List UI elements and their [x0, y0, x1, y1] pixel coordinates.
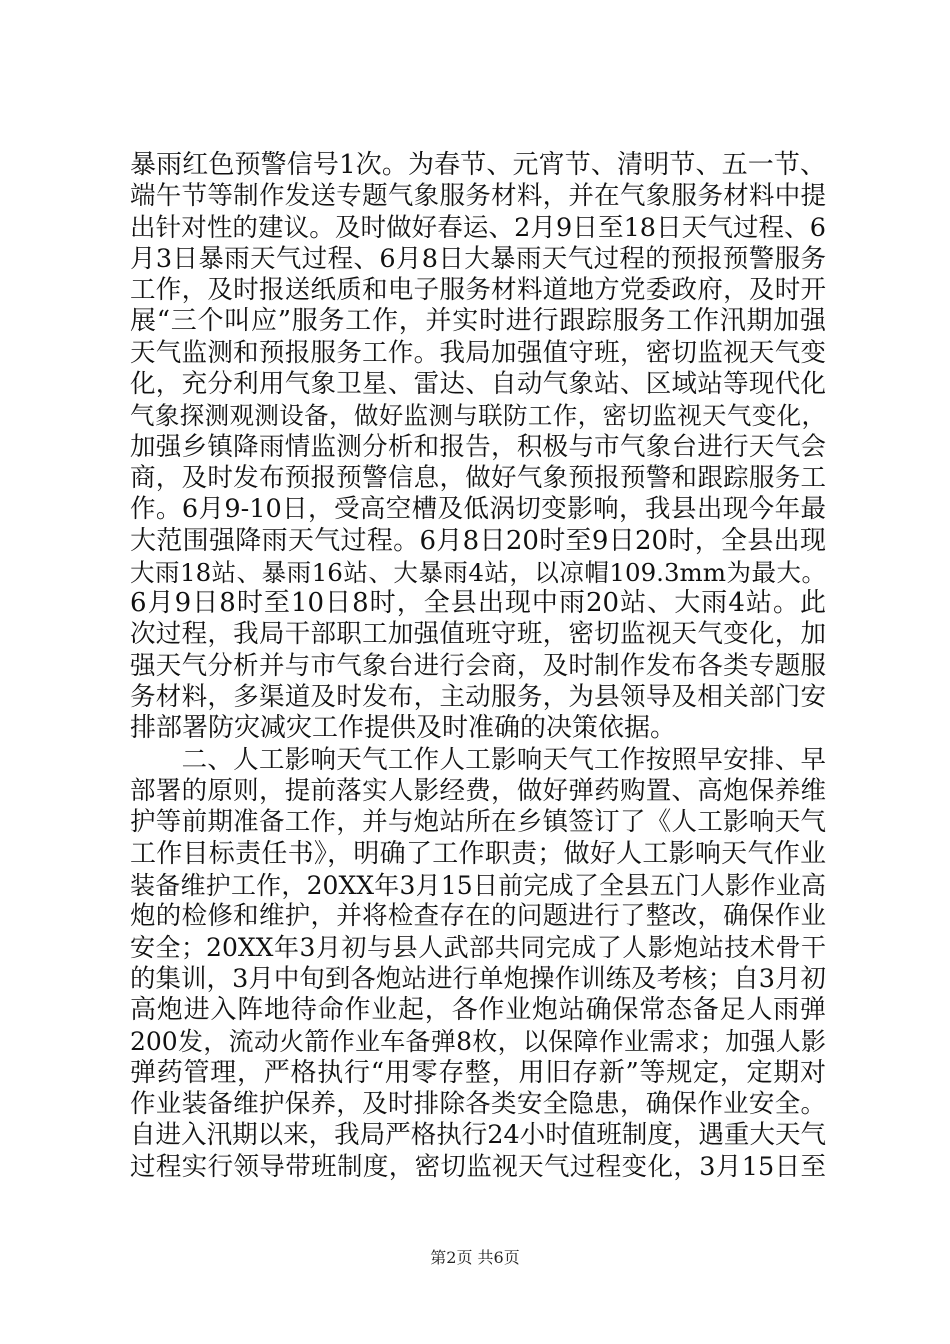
text-line: 展“三个叫应”服务工作，并实时进行跟踪服务工作汛期加强: [130, 306, 826, 337]
text-line: 弹药管理，严格执行“用零存整，用旧存新”等规定，定期对: [130, 1057, 826, 1088]
text-line: 高炮进入阵地待命作业起，各作业炮站确保常态备足人雨弹: [130, 995, 826, 1026]
text-line: 大雨18站、暴雨16站、大暴雨4站，以凉帽109.3mm为最大。: [130, 557, 826, 587]
text-line: 暴雨红色预警信号1次。为春节、元宵节、清明节、五一节、: [130, 150, 826, 180]
text-line: 月3日暴雨天气过程、6月8日大暴雨天气过程的预报预警服务: [130, 243, 826, 274]
text-line: 商，及时发布预报预警信息，做好气象预报预警和跟踪服务工: [130, 462, 826, 493]
text-line: 的集训，3月中旬到各炮站进行单炮操作训练及考核；自3月初: [130, 963, 826, 994]
text-line: 过程实行领导带班制度，密切监视天气过程变化，3月15日至: [130, 1151, 826, 1182]
text-line: 作业装备维护保养，及时排除各类安全隐患，确保作业安全。: [130, 1088, 826, 1119]
document-body: [130, 150, 826, 1183]
text-line: 出针对性的建议。及时做好春运、2月9日至18日天气过程、6: [130, 212, 826, 243]
paragraph-1: [130, 150, 826, 745]
text-line: 大范围强降雨天气过程。6月8日20时至9日20时，全县出现: [130, 525, 826, 556]
text-line: 二、人工影响天气工作人工影响天气工作按照早安排、早: [130, 744, 826, 775]
text-line: 务材料，多渠道及时发布，主动服务，为县领导及相关部门安: [130, 682, 826, 713]
text-line: 强天气分析并与市气象台进行会商，及时制作发布各类专题服: [130, 650, 826, 681]
text-line: 安全；20XX年3月初与县人武部共同完成了人影炮站技术骨干: [130, 933, 826, 963]
text-line: 工作目标责任书》，明确了工作职责；做好人工影响天气作业: [130, 838, 826, 869]
text-line: 次过程，我局干部职工加强值班守班，密切监视天气变化，加: [130, 619, 826, 650]
text-line: 部署的原则，提前落实人影经费，做好弹药购置、高炮保养维: [130, 775, 826, 806]
text-line: 工作，及时报送纸质和电子服务材料道地方党委政府，及时开: [130, 275, 826, 306]
text-line: 作。6月9-10日，受高空槽及低涡切变影响，我县出现今年最: [130, 494, 826, 525]
text-line: 加强乡镇降雨情监测分析和报告，积极与市气象台进行天气会: [130, 431, 826, 462]
text-line: 炮的检修和维护，并将检查存在的问题进行了整改，确保作业: [130, 901, 826, 932]
text-line: 气象探测观测设备，做好监测与联防工作，密切监视天气变化，: [130, 401, 826, 431]
text-line: 化，充分利用气象卫星、雷达、自动气象站、区域站等现代化: [130, 369, 826, 400]
text-line: 装备维护工作，20XX年3月15日前完成了全县五门人影作业高: [130, 870, 826, 900]
text-line: 6月9日8时至10日8时，全县出现中雨20站、大雨4站。此: [130, 588, 826, 619]
page-number-footer: 第2页 共6页: [430, 1248, 520, 1267]
text-line: 护等前期准备工作，并与炮站所在乡镇签订了《人工影响天气: [130, 807, 826, 838]
text-line: 200发，流动火箭作业车备弹8枚，以保障作业需求；加强人影: [130, 1027, 826, 1057]
text-line: 自进入汛期以来，我局严格执行24小时值班制度，遇重大天气: [130, 1120, 826, 1151]
paragraph-2: [130, 745, 826, 1183]
text-line: 排部署防灾减灾工作提供及时准确的决策依据。: [130, 713, 677, 744]
text-line: 天气监测和预报服务工作。我局加强值守班，密切监视天气变: [130, 337, 826, 368]
text-line: 端午节等制作发送专题气象服务材料，并在气象服务材料中提: [130, 181, 826, 212]
